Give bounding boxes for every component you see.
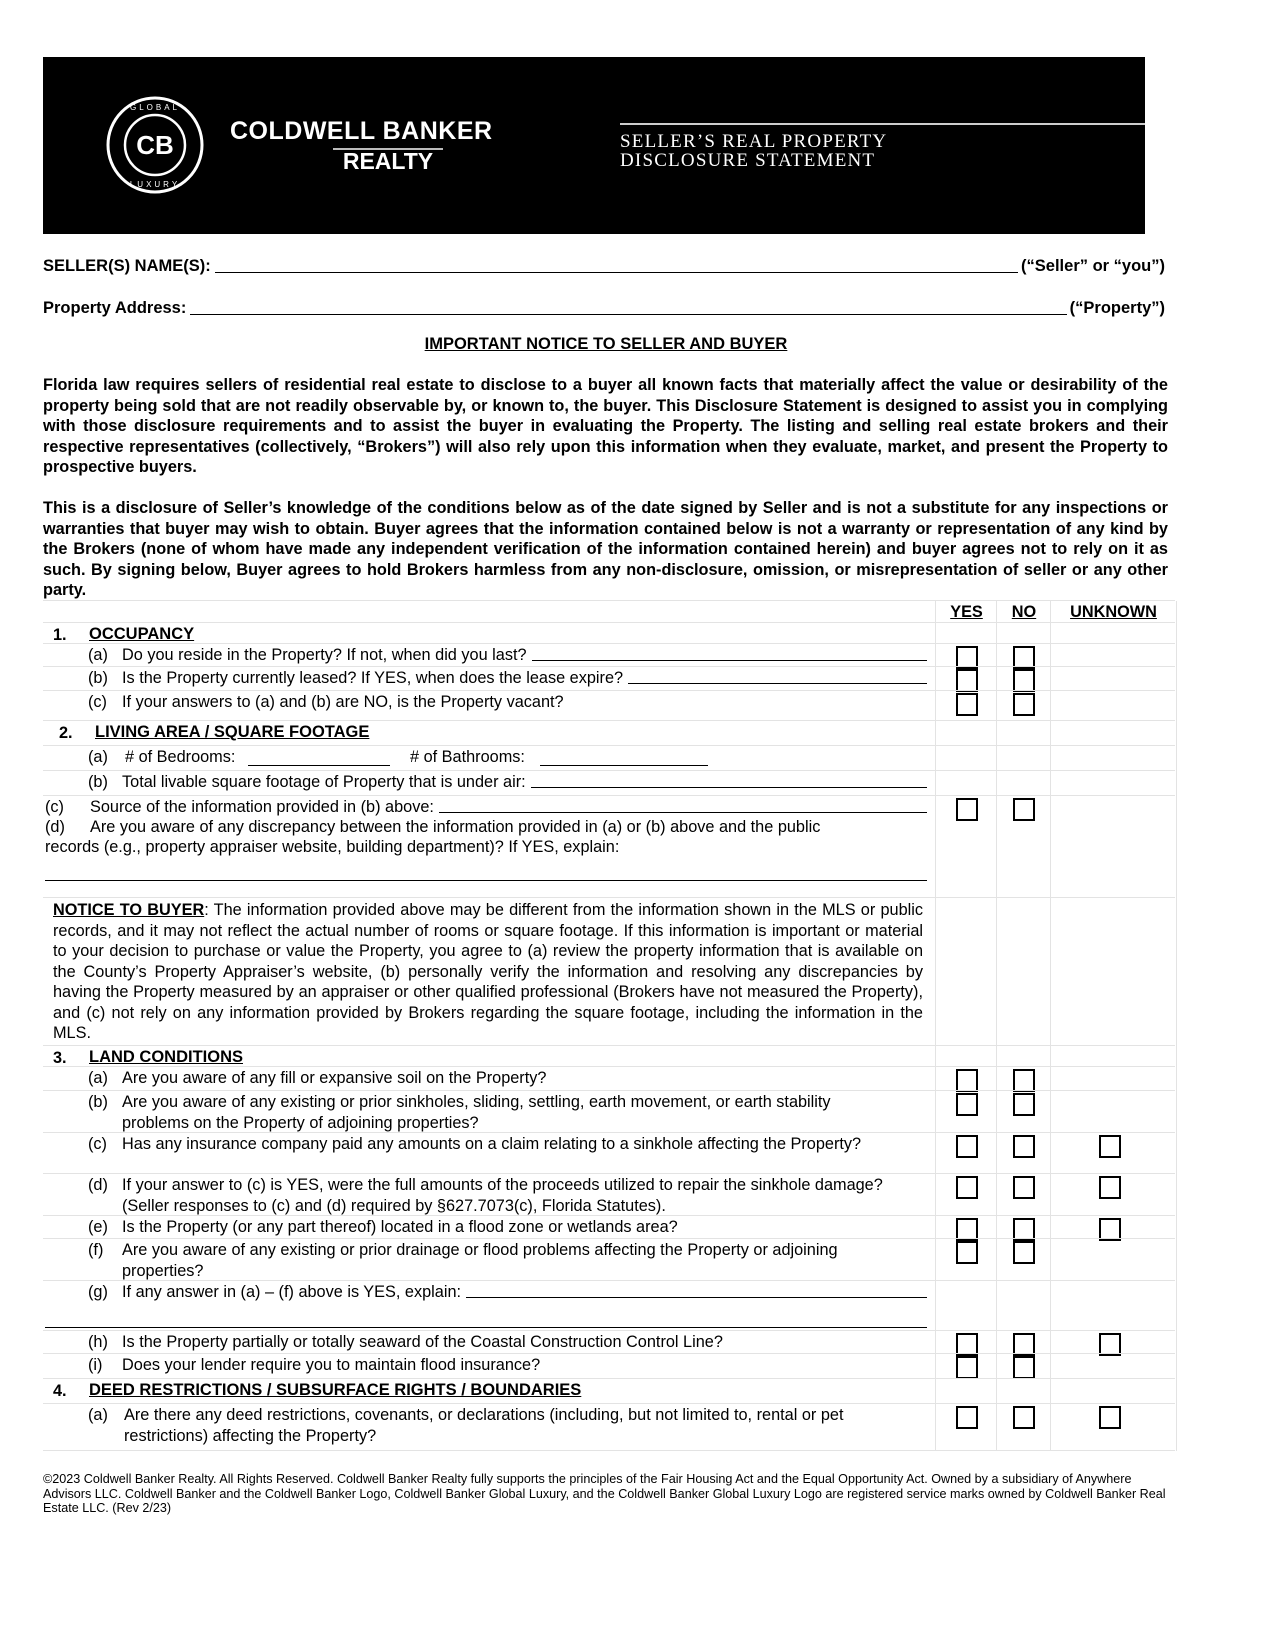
item-label: (c) [88,1135,107,1153]
table-row [43,1403,1175,1451]
item-question-text: Do you reside in the Property? If not, when did you last? [122,646,527,664]
document-title-line2: DISCLOSURE STATEMENT [620,150,876,171]
table-row [43,1132,1175,1174]
yes-checkbox[interactable] [956,1241,978,1264]
item-label: (e) [88,1218,108,1236]
table-row [43,1238,1175,1281]
yes-cell [935,1404,997,1451]
yes-cell [935,691,997,721]
item-label: (b) [88,773,108,791]
unknown-cell [1050,1216,1177,1239]
unknown-cell [1050,796,1177,898]
yes-checkbox[interactable] [956,1406,978,1429]
notice-to-buyer-text: : The information provided above may be different from the information shown in the MLS or public records, and it may not reflect the actual number of rooms or square footage. If this information is important or material to your decision to purchase or value the Property, you agree to (a) review the property information that is available on the County’s Property Appraiser’s website, (b) personally verify the information and resolving any discrepancies by having the Property measured by an appraiser or other qualified professional (Brokers have not measured the Property), and (c) not rely on any information provided by Brokers regarding the square footage, including the information in the MLS. [53,901,923,1042]
yes-cell [935,601,997,623]
yes-cell [935,1067,997,1091]
item-label: (c) [45,798,64,816]
item-label: (a) [88,1406,108,1424]
question-cell [43,796,935,898]
no-cell [996,601,1051,623]
yes-cell [935,746,997,771]
no-checkbox[interactable] [1013,693,1035,716]
unknown-cell [1050,721,1177,746]
no-cell [996,1174,1051,1216]
item-label: (g) [88,1283,108,1301]
question-cell [43,644,935,667]
unknown-cell [1050,1174,1177,1216]
explain-line[interactable] [45,1312,927,1328]
yes-cell [935,1239,997,1281]
question-cell [43,667,935,691]
no-checkbox[interactable] [1013,1356,1035,1379]
notice-to-buyer-label: NOTICE TO BUYER [53,901,205,919]
svg-text:GLOBAL: GLOBAL [129,103,181,112]
yes-cell [935,1331,997,1354]
no-cell [996,1281,1051,1331]
answer-line[interactable] [628,668,927,684]
table-row [43,1330,1175,1354]
unknown-cell [1050,601,1177,623]
item-label: (a) [88,1069,108,1087]
yes-cell [935,623,997,644]
no-checkbox[interactable] [1013,1093,1035,1116]
question-cell [43,1216,935,1239]
item-question: Are you aware of any discrepancy between the information provided in (a) or (b) above and the public [90,818,821,836]
header-banner [43,57,1145,234]
no-checkbox[interactable] [1013,1176,1035,1199]
no-checkbox[interactable] [1013,1241,1035,1264]
question-cell [43,691,935,721]
item-question-text: Is the Property currently leased? If YES, when does the lease expire? [122,669,624,687]
table-row [43,666,1175,691]
no-cell [996,644,1051,667]
question-cell [43,1281,935,1331]
yes-cell [935,898,997,1046]
yes-cell [935,1379,997,1404]
bedrooms-line[interactable] [248,750,390,766]
no-cell [996,1239,1051,1281]
disclosure-table [43,600,1175,1450]
document-title-line1: SELLER’S REAL PROPERTY [620,131,888,152]
table-row [43,690,1175,721]
yes-cell [935,1091,997,1133]
unknown-cell [1050,1379,1177,1404]
yes-cell [935,644,997,667]
question-cell [43,1133,935,1174]
no-cell [996,1133,1051,1174]
yes-cell [935,796,997,898]
item-question [90,797,927,818]
item-question: Is the Property (or any part thereof) located in a flood zone or wetlands area? [122,1218,678,1236]
item-label: (f) [88,1241,104,1259]
question-cell [43,1379,935,1404]
yes-cell [935,1354,997,1379]
table-row [43,1045,1175,1067]
table-row [43,1378,1175,1404]
question-cell [43,1354,935,1379]
section-title: LIVING AREA / SQUARE FOOTAGE [95,723,370,741]
section-title: OCCUPANCY [89,625,195,643]
section-title: LAND CONDITIONS [89,1048,243,1066]
no-cell [996,1067,1051,1091]
yes-column-header: YES [950,603,983,621]
table-row [43,745,1175,771]
unknown-column-header: UNKNOWN [1070,603,1157,621]
item-question: Are you aware of any existing or prior drainage or flood problems affecting the Property or adjoining properties? [122,1241,838,1280]
no-cell [996,667,1051,691]
item-label: (c) [88,693,107,711]
bathrooms-label: # of Bathrooms: [410,748,525,766]
item-question-text: Total livable square footage of Property that is under air: [122,773,526,791]
property-address-field[interactable] [43,294,1165,318]
no-cell [996,1216,1051,1239]
item-label: (h) [88,1333,108,1351]
unknown-cell [1050,771,1177,796]
unknown-cell [1050,1067,1177,1091]
yes-cell [935,1281,997,1331]
item-question [122,645,927,666]
no-cell [996,1046,1051,1067]
property-address-line[interactable] [190,313,1066,315]
item-question-text: Source of the information provided in (b) above: [90,798,434,816]
intro-paragraph-2: This is a disclosure of Seller’s knowledge of the conditions below as of the date signed by Seller and is not a substitute for any inspections or warranties that buyer may wish to obtain. Buyer agrees that the information contained below is not a warranty or representation of any kind by the Brokers (none of whom have made any independent verification of the information contained herein) and buyer agrees not to rely on it as such. By signing below, Buyer agrees to hold Brokers harmless from any non-disclosure, omission, or misrepresentation of seller or any other party. [43,499,1168,599]
explain-line[interactable] [45,865,927,881]
bedrooms-label: # of Bedrooms: [125,748,236,766]
yes-checkbox[interactable] [956,693,978,716]
item-question: Does your lender require you to maintain flood insurance? [122,1356,541,1374]
question-cell [43,601,935,623]
notice-heading: IMPORTANT NOTICE TO SELLER AND BUYER [424,335,788,353]
no-checkbox[interactable] [1013,1069,1035,1092]
table-row [43,795,1175,898]
unknown-cell [1050,1046,1177,1067]
no-cell [996,1379,1051,1404]
seller-name-line[interactable] [215,271,1018,273]
item-question: Are you aware of any existing or prior sinkholes, sliding, settling, earth movement, or earth stability problems on the Property of adjoining properties? [122,1093,831,1132]
no-cell [996,721,1051,746]
item-question: If your answer to (c) is YES, were the full amounts of the proceeds utilized to repair the sinkhole damage? (Seller responses to (c) and (d) required by §627.7073(c), Florida Statutes). [122,1176,883,1215]
no-cell [996,796,1051,898]
no-checkbox[interactable] [1013,1406,1035,1429]
item-label: (d) [45,818,65,836]
no-checkbox[interactable] [1013,798,1035,821]
question-cell [43,1239,935,1281]
seller-name-field[interactable] [43,252,1165,276]
unknown-cell [1050,623,1177,644]
item-question: If your answers to (a) and (b) are NO, is the Property vacant? [122,693,564,711]
item-label: (a) [88,646,108,664]
unknown-checkbox[interactable] [1099,1406,1121,1429]
yes-cell [935,1046,997,1067]
svg-text:CB: CB [136,130,174,160]
section-number: 2. [59,724,73,742]
yes-checkbox[interactable] [956,669,978,692]
item-question-cont: records (e.g., property appraiser website, building department)? If YES, explain: [45,838,620,856]
item-question [122,1282,927,1303]
item-label: (i) [88,1356,103,1374]
table-row [43,1353,1175,1379]
yes-cell [935,1216,997,1239]
question-cell [43,623,935,644]
title-rule [620,123,1145,125]
answer-line[interactable] [466,1282,927,1298]
item-question [122,772,927,793]
table-row [43,770,1175,796]
unknown-cell [1050,898,1177,1046]
question-cell [43,721,935,746]
yes-checkbox[interactable] [956,1069,978,1092]
yes-checkbox[interactable] [956,1176,978,1199]
bathrooms-line[interactable] [540,750,708,766]
unknown-cell [1050,1133,1177,1174]
question-cell [43,1091,935,1133]
no-column-header: NO [1011,603,1037,621]
unknown-cell [1050,1331,1177,1354]
unknown-cell [1050,644,1177,667]
table-row [43,1215,1175,1239]
section-number: 3. [53,1049,67,1067]
question-cell [43,1067,935,1091]
item-label: (a) [88,748,108,766]
table-row [43,1066,1175,1091]
unknown-cell [1050,691,1177,721]
yes-checkbox[interactable] [956,1135,978,1158]
intro-paragraph-1: Florida law requires sellers of residential real estate to disclose to a buyer all known facts that materially affect the value or desirability of the property being sold that are not readily observable by, or known to, the buyer. This Disclosure Statement is designed to assist you in complying with those disclosure requirements and to assist the buyer in evaluating the Property. The listing and selling real estate brokers and their respective representatives (collectively, “Brokers”) will also rely upon this information when they evaluate, market, and present the Property to prospective buyers. [43,376,1168,476]
answer-line[interactable] [439,797,927,813]
table-row [43,720,1175,746]
table-row [43,1173,1175,1216]
unknown-cell [1050,1281,1177,1331]
question-cell [43,1174,935,1216]
table-row [43,622,1175,644]
item-question-text: If any answer in (a) – (f) above is YES, explain: [122,1283,462,1301]
no-checkbox[interactable] [1013,669,1035,692]
no-cell [996,691,1051,721]
unknown-cell [1050,1239,1177,1281]
no-cell [996,771,1051,796]
unknown-cell [1050,746,1177,771]
item-label: (d) [88,1176,108,1194]
brand-subname: REALTY [342,148,434,174]
unknown-checkbox[interactable] [1099,1135,1121,1158]
item-question: Has any insurance company paid any amounts on a claim relating to a sinkhole affecting the Property? [122,1135,862,1153]
notice-to-buyer [53,900,923,1044]
yes-cell [935,771,997,796]
answer-line[interactable] [531,772,927,788]
item-question: Are you aware of any fill or expansive soil on the Property? [122,1069,547,1087]
question-cell [43,771,935,796]
seller-name-label: SELLER(S) NAME(S): [43,257,211,275]
item-label: (b) [88,1093,108,1111]
question-cell [43,1331,935,1354]
yes-checkbox[interactable] [956,798,978,821]
property-address-label: Property Address: [43,299,187,317]
yes-checkbox[interactable] [956,1356,978,1379]
section-number: 1. [53,626,67,644]
section-title: DEED RESTRICTIONS / SUBSURFACE RIGHTS / BOUNDARIES [89,1381,582,1399]
table-row [43,643,1175,667]
answer-line[interactable] [532,645,927,661]
property-address-suffix: (“Property”) [1069,299,1165,317]
unknown-cell [1050,1404,1177,1451]
no-checkbox[interactable] [1013,1135,1035,1158]
table-bottom-border [43,1450,1175,1451]
question-cell [43,898,935,1046]
question-cell [43,1404,935,1451]
table-row [43,1090,1175,1133]
brand-name: COLDWELL BANKER [230,117,493,145]
yes-cell [935,1133,997,1174]
no-cell [996,1331,1051,1354]
yes-cell [935,1174,997,1216]
table-header-row [43,600,1175,623]
item-question: Are there any deed restrictions, covenants, or declarations (including, but not limited to, rental or pet restrictions) affecting the Property? [124,1406,844,1445]
section-number: 4. [53,1382,67,1400]
no-cell [996,1404,1051,1451]
no-cell [996,623,1051,644]
yes-cell [935,721,997,746]
no-cell [996,1091,1051,1133]
coldwell-banker-global-luxury-logo [105,95,205,195]
unknown-cell [1050,1091,1177,1133]
item-question [122,668,927,689]
yes-cell [935,667,997,691]
footer-copyright: ©2023 Coldwell Banker Realty. All Rights Reserved. Coldwell Banker Realty fully supports the principles of the Fair Housing Act and the Equal Opportunity Act. Owned by a subsidiary of Anywhere Advisors LLC. Coldwell Banker and the Coldwell Banker Logo, Coldwell Banker Global Luxury, and the Coldwell Banker Global Luxury Logo are registered service marks owned by Coldwell Banker Real Estate LLC. (Rev 2/23) [43,1472,1166,1515]
question-cell [43,746,935,771]
unknown-cell [1050,667,1177,691]
unknown-checkbox[interactable] [1099,1176,1121,1199]
no-cell [996,1354,1051,1379]
question-cell [43,1046,935,1067]
yes-checkbox[interactable] [956,1093,978,1116]
item-question: Is the Property partially or totally seaward of the Coastal Construction Control Line? [122,1333,723,1351]
table-row [43,897,1175,1046]
no-cell [996,746,1051,771]
svg-text:LUXURY: LUXURY [129,180,181,189]
seller-name-suffix: (“Seller” or “you”) [1021,257,1165,275]
table-row [43,1280,1175,1331]
unknown-cell [1050,1354,1177,1379]
no-cell [996,898,1051,1046]
item-label: (b) [88,669,108,687]
